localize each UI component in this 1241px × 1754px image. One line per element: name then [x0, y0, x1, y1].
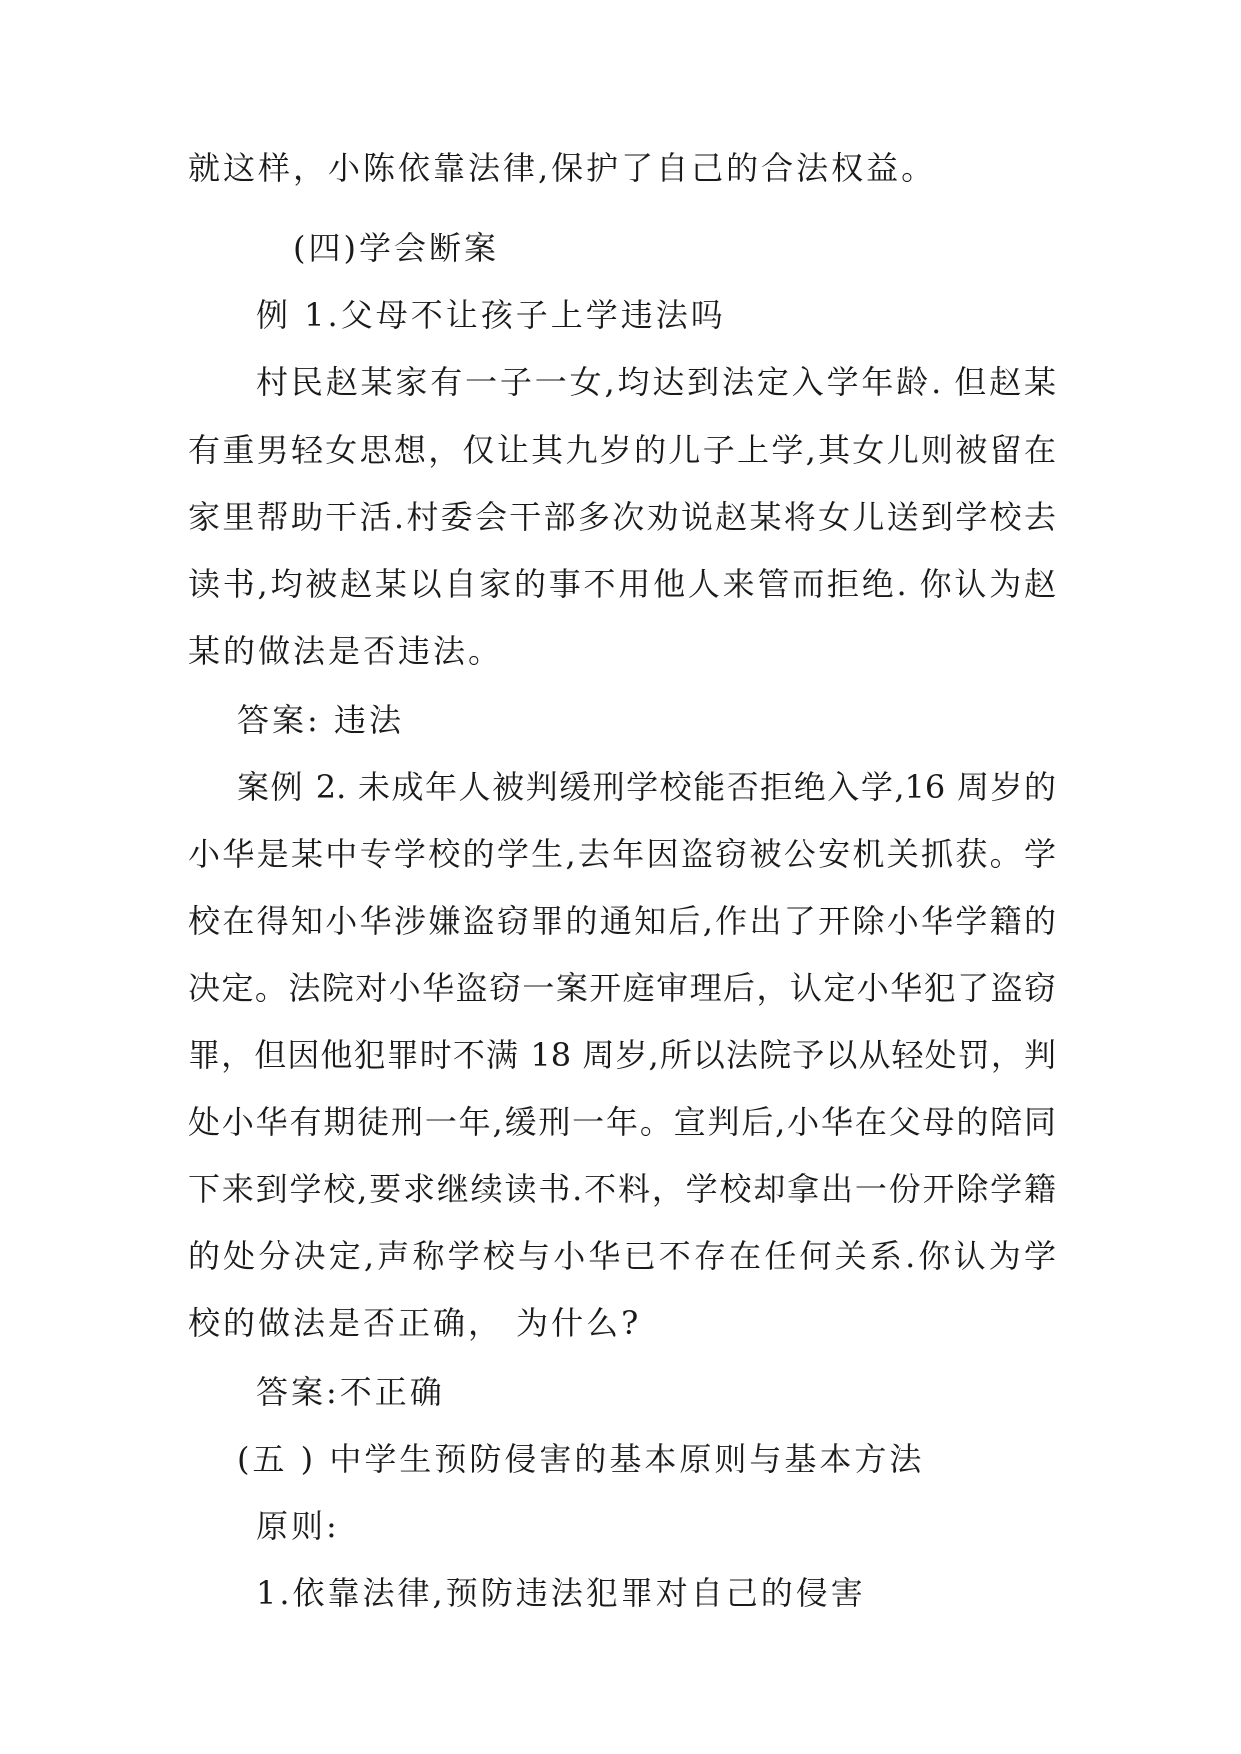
principle-item-1: 1.依靠法律,预防违法犯罪对自己的侵害	[256, 1574, 866, 1612]
example-2-text-line-1: 案例 2. 未成年人被判缓刑学校能否拒绝入学,16 周岁的	[237, 768, 1056, 806]
example-2-answer: 答案:不正确	[256, 1373, 445, 1411]
example-1-text-line-4: 读书,均被赵某以自家的事不用他人来管而拒绝. 你认为赵	[188, 565, 1056, 603]
example-2-text-line-6: 处小华有期徒刑一年,缓刑一年。宣判后,小华在父母的陪同	[188, 1103, 1056, 1141]
example-1-text-line-5: 某的做法是否违法。	[188, 632, 504, 670]
example-2-text-line-9: 校的做法是否正确， 为什么?	[188, 1304, 642, 1342]
example-2-text-line-5: 罪，但因他犯罪时不满 18 周岁,所以法院予以从轻处罚，判	[188, 1036, 1056, 1074]
example-2-text-line-7: 下来到学校,要求继续读书.不料，学校却拿出一份开除学籍	[188, 1170, 1056, 1208]
example-1-title: 例 1.父母不让孩子上学违法吗	[256, 296, 726, 334]
example-2-text-line-2: 小华是某中专学校的学生,去年因盗窃被公安机关抓获。学	[188, 835, 1056, 873]
example-1-answer: 答案: 违法	[237, 701, 404, 739]
example-1-text-line-2: 有重男轻女思想，仅让其九岁的儿子上学,其女儿则被留在	[188, 431, 1056, 469]
example-2-text-line-4: 决定。法院对小华盗窃一案开庭审理后，认定小华犯了盗窃	[188, 969, 1056, 1007]
example-1-text-line-3: 家里帮助干活.村委会干部多次劝说赵某将女儿送到学校去	[188, 498, 1056, 536]
principles-heading: 原则:	[256, 1507, 340, 1545]
example-2-text-line-3: 校在得知小华涉嫌盗窃罪的通知后,作出了开除小华学籍的	[188, 902, 1056, 940]
paragraph-closing-line: 就这样，小陈依靠法律,保护了自己的合法权益。	[188, 149, 937, 187]
example-1-text-line-1: 村民赵某家有一子一女,均达到法定入学年龄. 但赵某	[256, 363, 1056, 401]
section-heading-4: (四)学会断案	[293, 229, 499, 267]
example-2-text-line-8: 的处分决定,声称学校与小华已不存在任何关系.你认为学	[188, 1237, 1056, 1275]
section-heading-5: (五 ) 中学生预防侵害的基本原则与基本方法	[237, 1440, 925, 1478]
